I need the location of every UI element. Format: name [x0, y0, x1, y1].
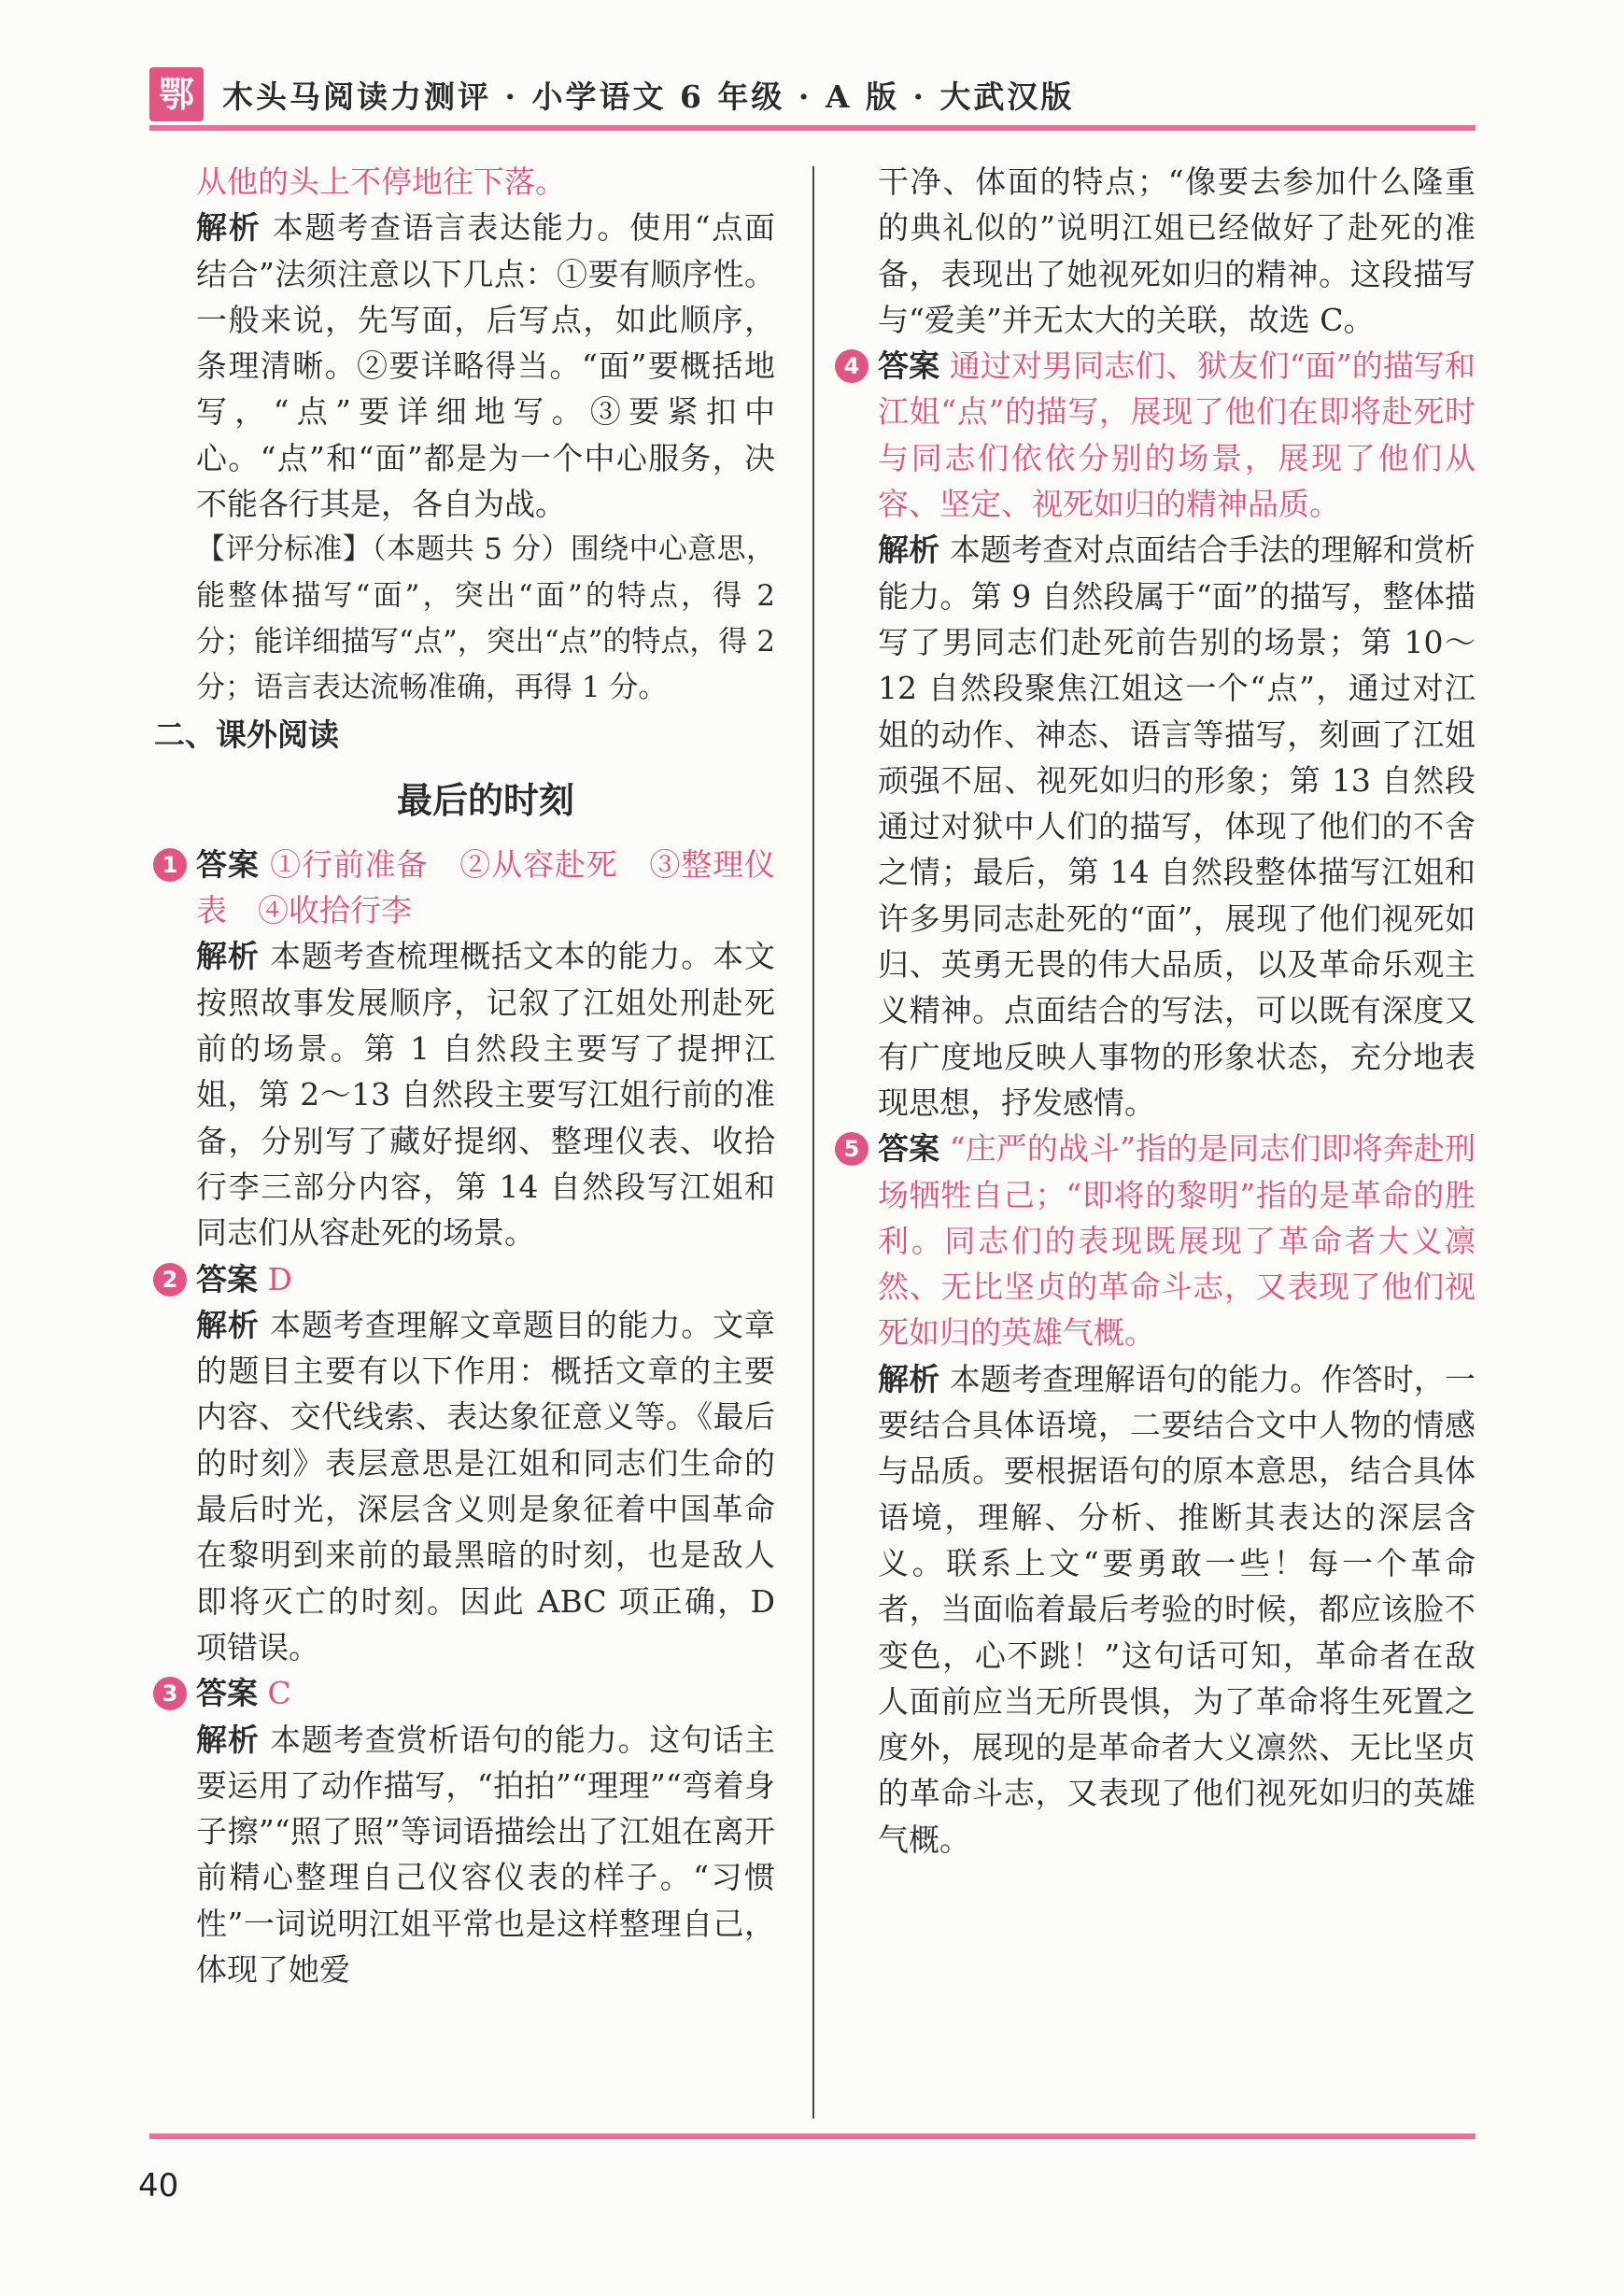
q5-answer-text: “庄严的战斗”指的是同志们即将奔赴刑场牺牲自己；“即将的黎明”指的是革命的胜利。同志们的表现既展现了革命者大义凛然、无比坚贞的革命斗志，又表现了他们视死如归的英雄气概。	[878, 1130, 1476, 1352]
question-2	[162, 1256, 776, 1671]
q3-answer-text: C	[267, 1675, 291, 1712]
q3-answer	[196, 1670, 775, 1716]
q3-analysis-text: 本题考查赏析语句的能力。这句话主要运用了动作描写，“拍拍”“理理”“弯着身子擦”“照了照”等词语描绘出了江姐在离开前精心整理自己仪容仪表的样子。“习惯性”一词说明江姐平常也是这样整理自己，体现了她爱	[196, 1721, 776, 1988]
q4-analysis-text: 本题考查对点面结合手法的理解和赏析能力。第 9 自然段属于“面”的描写，整体描写了男同志们赴死前告别的场景；第 10～12 自然段聚焦江姐这一个“点”，通过对江姐的动作、神态、语言等描写，刻画了江姐顽强不屈、视死如归的形象；第 13 自然段通过对狱中人们的描写，体现了他们的不舍之情；最后，第 14 自然段整体描写江姐和许多男同志赴死的“面”，展现了他们视死如归、英勇无畏的伟大品质，以及革命乐观主义精神。点面结合的写法，可以既有深度又有广度地反映人事物的形象状态，充分地表现思想，抒发感情。	[878, 531, 1476, 1121]
answer-label: 答案	[196, 1260, 258, 1297]
analysis-label: 解析	[878, 1360, 940, 1397]
q2-analysis	[196, 1302, 775, 1670]
intro-analysis	[196, 205, 775, 527]
scoring-criteria: 【评分标准】（本题共 5 分）围绕中心意思，能整体描写“面”，突出“面”的特点，得 2 分；能详细描写“点”，突出“点”的特点，得 2 分；语言表达流畅准确，再得 1 分。	[196, 532, 775, 705]
column-divider	[812, 166, 814, 2119]
q1-analysis	[196, 933, 775, 1255]
book-title: 木头马阅读力测评 · 小学语文 6 年级 · A 版 · 大武汉版	[222, 78, 1075, 115]
question-4	[843, 343, 1476, 1126]
analysis-label: 解析	[196, 938, 260, 975]
q4-answer	[878, 343, 1476, 527]
question-number: 1	[153, 848, 187, 882]
intro-analysis-text: 本题考查语言表达能力。使用“点面结合”法须注意以下几点：①要有顺序性。一般来说，先写面，后写点，如此顺序，条理清晰。②要详略得当。“面”要概括地写，“点”要详细地写。③要紧扣中心。“点”和“面”都是为一个中心服务，决不能各行其是，各自为战。	[196, 209, 775, 523]
q5-answer	[878, 1126, 1476, 1355]
q5-analysis	[878, 1356, 1476, 1863]
right-column	[843, 159, 1476, 1863]
analysis-label: 解析	[878, 531, 940, 569]
question-number: 4	[835, 349, 868, 383]
page-number: 40	[138, 2167, 179, 2204]
question-1	[162, 842, 776, 1256]
page-header	[149, 67, 1476, 123]
answer-label: 答案	[196, 845, 260, 883]
q1-answer	[196, 842, 775, 934]
left-column	[154, 159, 776, 1992]
question-3	[162, 1670, 776, 1992]
intro-answer: 从他的头上不停地往下落。	[196, 163, 566, 200]
question-number: 2	[153, 1263, 187, 1297]
q2-answer-text: D	[267, 1260, 292, 1297]
q2-analysis-text: 本题考查理解文章题目的能力。文章的题目主要有以下作用：概括文章的主要内容、交代线索、表达象征意义等。《最后的时刻》表层意思是江姐和同志们生命的最后时光，深层含义则是象征着中国革命在黎明到来前的最黑暗的时刻，也是敌人即将灭亡的时刻。因此 ABC 项正确，D 项错误。	[196, 1306, 776, 1665]
analysis-label: 解析	[196, 1306, 260, 1343]
answer-label: 答案	[878, 347, 940, 385]
question-number: 3	[153, 1677, 187, 1710]
question-number: 5	[835, 1132, 868, 1166]
analysis-label: 解析	[196, 1721, 260, 1758]
analysis-label: 解析	[196, 209, 261, 247]
q4-answer-text: 通过对男同志们、狱友们“面”的描写和江姐“点”的描写，展现了他们在即将赴死时与同志们依依分别的场景，展现了他们从容、坚定、视死如归的精神品质。	[878, 347, 1476, 523]
q1-analysis-text: 本题考查梳理概括文本的能力。本文按照故事发展顺序，记叙了江姐处刑赴死前的场景。第 1 自然段主要写了提押江姐，第 2～13 自然段主要写江姐行前的准备，分别写了藏好提纲、整理仪表、收拾行李三部分内容，第 14 自然段写江姐和同志们从容赴死的场景。	[196, 938, 776, 1252]
answer-label: 答案	[196, 1675, 258, 1712]
answer-label: 答案	[878, 1130, 940, 1168]
footer-rule	[149, 2133, 1476, 2139]
question-5	[843, 1126, 1476, 1863]
q5-analysis-text: 本题考查理解语句的能力。作答时，一要结合具体语境，二要结合文中人物的情感与品质。要根据语句的原本意思，结合具体语境，理解、分析、推断其表达的深层含义。联系上文“要勇敢一些！每一个革命者，当面临着最后考验的时候，都应该脸不变色，心不跳！”这句话可知，革命者在敌人面前应当无所畏惧，为了革命将生死置之度外，展现的是革命者大义凛然、无比坚贞的革命斗志，又表现了他们视死如归的英雄气概。	[878, 1360, 1476, 1858]
q1-answer-text: ①行前准备 ②从容赴死 ③整理仪表 ④收拾行李	[196, 845, 776, 929]
section-title: 二、课外阅读	[154, 716, 339, 753]
q4-analysis	[878, 527, 1476, 1126]
region-badge: 鄂	[149, 67, 204, 121]
q2-answer	[196, 1256, 775, 1302]
q3-analysis-continued: 干净、体面的特点；“像要去参加什么隆重的典礼似的”说明江姐已经做好了赴死的准备，表现出了她视死如归的精神。这段描写与“爱美”并无太大的关联，故选 C。	[878, 163, 1476, 338]
q3-analysis	[196, 1717, 775, 1993]
header-rule	[149, 125, 1476, 131]
article-title: 最后的时刻	[396, 779, 574, 821]
